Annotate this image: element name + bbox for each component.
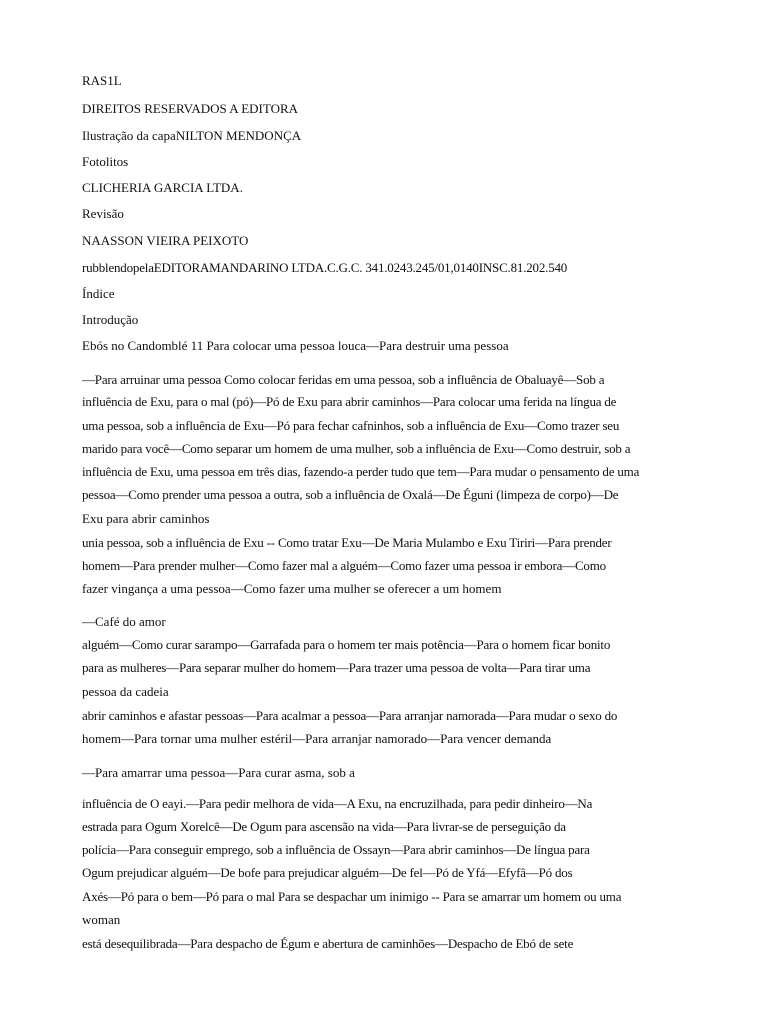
text-line: —Para arruinar uma pessoa Como colocar feridas em uma pessoa, sob a influência de Obaluayê—Sob a <box>82 372 605 387</box>
text-line: pessoa da cadeia <box>82 684 169 699</box>
text-line: unia pessoa, sob a influência de Exu -- Como tratar Exu—De Maria Mulambo e Exu Tiriri—Para prender <box>82 535 612 550</box>
text-line: Ogum prejudicar alguém—De bofe para prejudicar alguém—De fel—Pó de Yfá—Efyfâ—Pó dos <box>82 865 573 880</box>
text-line: estrada para Ogum Xorelcê—De Ogum para ascensão na vida—Para livrar-se de perseguição da <box>82 819 566 834</box>
text-line: woman <box>82 912 121 927</box>
text-line: está desequilibrada—Para despacho de Égum e abertura de caminhões—Despacho de Ebó de sete <box>82 936 574 951</box>
text-line: abrir caminhos e afastar pessoas—Para acalmar a pessoa—Para arranjar namorada—Para mudar o sexo do <box>82 708 618 723</box>
text-line: NAASSON VIEIRA PEIXOTO <box>82 233 249 248</box>
text-line: Fotolitos <box>82 154 129 169</box>
text-line: influência de Exu, uma pessoa em três dias, fazendo-a perder tudo que tem—Para mudar o pensamento de uma <box>82 464 640 479</box>
text-line: rubblendopelaEDITORAMANDARINO LTDA.C.G.C. 341.0243.245/01,0140INSC.81.202.540 <box>82 260 568 275</box>
text-line: homem—Para prender mulher—Como fazer mal a alguém—Como fazer uma pessoa ir embora—Como <box>82 558 606 573</box>
text-line: Revisão <box>82 206 124 221</box>
text-line: fazer vingança a uma pessoa—Como fazer uma mulher se oferecer a um homem <box>82 581 502 596</box>
text-line: —Para amarrar uma pessoa—Para curar asma, sob a <box>82 765 355 780</box>
text-line: Axés—Pó para o bem—Pó para o mal Para se despachar um inimigo -- Para se amarrar um homem ou uma <box>82 889 622 904</box>
text-line: para as mulheres—Para separar mulher do homem—Para trazer uma pessoa de volta—Para tirar uma <box>82 660 591 675</box>
text-line: —Café do amor <box>82 614 166 629</box>
text-line: marido para você—Como separar um homem de uma mulher, sob a influência de Exu—Como destruir, sob a <box>82 441 631 456</box>
text-line: Ebós no Candomblé 11 Para colocar uma pessoa louca—Para destruir uma pessoa <box>82 338 509 353</box>
text-line: RAS1L <box>82 73 122 88</box>
text-line: Exu para abrir caminhos <box>82 511 210 526</box>
text-line: CLICHERIA GARCIA LTDA. <box>82 180 243 195</box>
text-line: influência de Exu, para o mal (pó)—Pó de Exu para abrir caminhos—Para colocar uma ferida na língua de <box>82 394 617 409</box>
text-line: DIREITOS RESERVADOS A EDITORA <box>82 101 299 116</box>
text-line: polícia—Para conseguir emprego, sob a influência de Ossayn—Para abrir caminhos—De língua para <box>82 842 590 857</box>
text-line: Ilustração da capaNILTON MENDONÇA <box>82 128 302 143</box>
text-line: influência de O eayi.—Para pedir melhora de vida—A Exu, na encruzilhada, para pedir dinheiro—Na <box>82 796 593 811</box>
text-line: Introdução <box>82 312 139 327</box>
text-line: homem—Para tornar uma mulher estéril—Para arranjar namorado—Para vencer demanda <box>82 731 552 746</box>
text-line: Índice <box>82 286 115 301</box>
text-line: uma pessoa, sob a influência de Exu—Pó para fechar cafninhos, sob a influência de Exu—Como trazer seu <box>82 418 620 433</box>
text-line: alguém—Como curar sarampo—Garrafada para o homem ter mais potência—Para o homem ficar bonito <box>82 637 611 652</box>
text-line: pessoa—Como prender uma pessoa a outra, sob a influência de Oxalá—De Éguni (limpeza de corpo)—De <box>82 487 619 502</box>
